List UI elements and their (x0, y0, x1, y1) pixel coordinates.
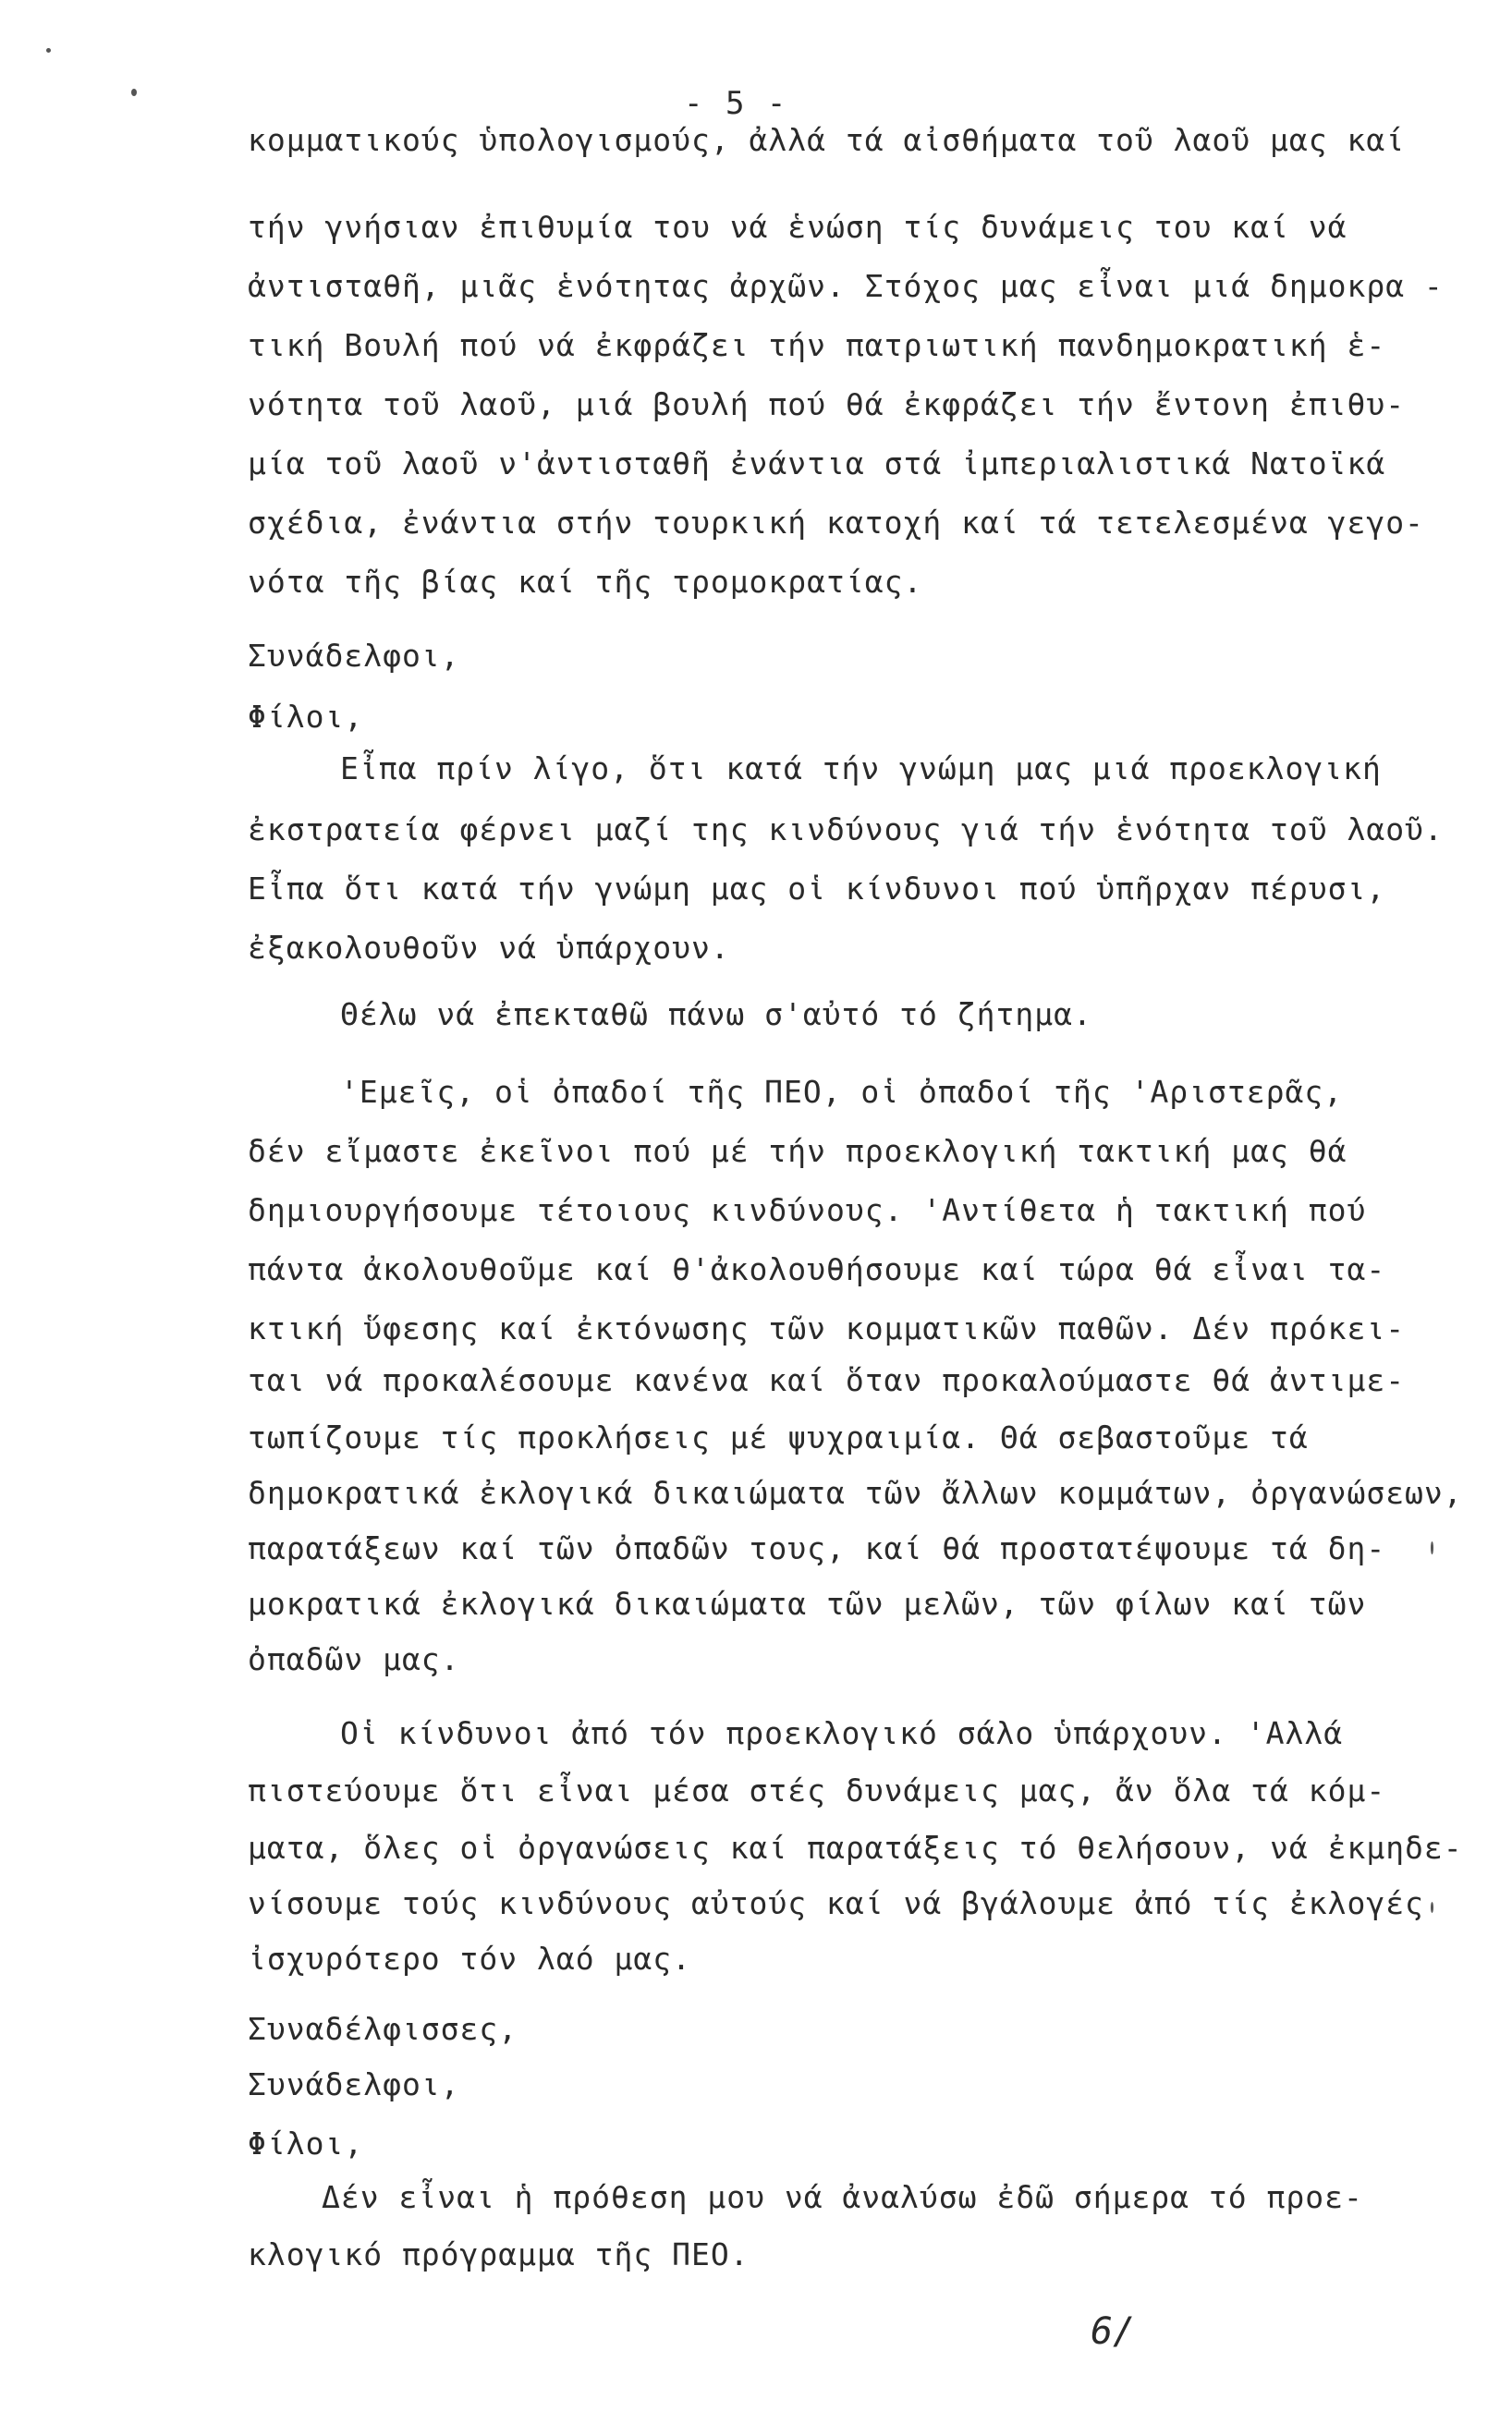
salutation: Συνάδελφοι, (248, 638, 460, 674)
text-line: κομματικούς ὑπολογισμούς, ἀλλά τά αἰσθήματα τοῦ λαοῦ μας καί (248, 122, 1406, 158)
text-line: Δέν εἶναι ἡ πρόθεση μου νά ἀναλύσω ἐδῶ σήμερα τό προε- (322, 2179, 1363, 2215)
salutation: Φίλοι, (248, 699, 364, 735)
text-line: Θέλω νά ἐπεκταθῶ πάνω σ'αὐτό τό ζήτημα. (340, 996, 1092, 1032)
salutation: Συνάδελφοι, (248, 2066, 460, 2102)
text-line: νότα τῆς βίας καί τῆς τρομοκρατίας. (248, 564, 923, 600)
text-line: δημοκρατικά ἐκλογικά δικαιώματα τῶν ἄλλων κομμάτων, ὀργανώσεων, (248, 1475, 1463, 1511)
salutation: Φίλοι, (248, 2126, 364, 2162)
page-number: - 5 - (684, 85, 788, 122)
text-line: νίσουμε τούς κινδύνους αὐτούς καί νά βγάλουμε ἀπό τίς ἐκλογές (248, 1885, 1424, 1921)
text-line: τωπίζουμε τίς προκλήσεις μέ ψυχραιμία. Θά σεβαστοῦμε τά (248, 1419, 1309, 1456)
text-line: ματα, ὅλες οἱ ὀργανώσεις καί παρατάξεις τό θελήσουν, νά ἐκμηδε- (248, 1830, 1463, 1866)
text-line: ἐκστρατεία φέρνει μαζί της κινδύνους γιά τήν ἑνότητα τοῦ λαοῦ. (248, 811, 1444, 847)
continuation-page-ref: 6/ (1091, 2310, 1136, 2353)
scan-speck (1431, 1541, 1433, 1554)
scan-speck (131, 89, 137, 96)
text-line: ἰσχυρότερο τόν λαό μας. (248, 1941, 691, 1977)
text-line: πάντα ἀκολουθοῦμε καί θ'ἀκολουθήσουμε καί τώρα θά εἶναι τα- (248, 1251, 1386, 1287)
text-line: 'Εμεῖς, οἱ ὀπαδοί τῆς ΠΕΟ, οἱ ὀπαδοί τῆς 'Αριστερᾶς, (340, 1074, 1344, 1110)
text-line: ἀντισταθῆ, μιᾶς ἑνότητας ἀρχῶν. Στόχος μας εἶναι μιά δημοκρα - (248, 268, 1444, 304)
text-line: κλογικό πρόγραμμα τῆς ΠΕΟ. (248, 2236, 750, 2272)
text-line: μοκρατικά ἐκλογικά δικαιώματα τῶν μελῶν, τῶν φίλων καί τῶν (248, 1586, 1367, 1622)
text-line: μία τοῦ λαοῦ ν'ἀντισταθῆ ἐνάντια στά ἰμπεριαλιστικά Νατοϊκά (248, 445, 1386, 481)
text-line: ἐξακολουθοῦν νά ὑπάρχουν. (248, 930, 730, 966)
text-line: πιστεύουμε ὅτι εἶναι μέσα στές δυνάμεις μας, ἄν ὅλα τά κόμ- (248, 1772, 1386, 1809)
text-line: Εἶπα ὅτι κατά τήν γνώμη μας οἱ κίνδυνοι πού ὑπῆρχαν πέρυσι, (248, 871, 1386, 907)
salutation: Συναδέλφισσες, (248, 2011, 518, 2047)
text-line: τική Βουλή πού νά ἐκφράζει τήν πατριωτική πανδημοκρατική ἑ- (248, 327, 1386, 363)
text-line: σχέδια, ἐνάντια στήν τουρκική κατοχή καί τά τετελεσμένα γεγο- (248, 505, 1424, 541)
scan-speck (1431, 1902, 1433, 1913)
text-line: δέν εἴμαστε ἐκεῖνοι πού μέ τήν προεκλογική τακτική μας θά (248, 1133, 1347, 1169)
text-line: κτική ὕφεσης καί ἐκτόνωσης τῶν κομματικῶν παθῶν. Δέν πρόκει- (248, 1310, 1406, 1346)
text-line: ται νά προκαλέσουμε κανένα καί ὅταν προκαλούμαστε θά ἀντιμε- (248, 1362, 1406, 1398)
text-line: Εἶπα πρίν λίγο, ὅτι κατά τήν γνώμη μας μιά προεκλογική (340, 750, 1382, 786)
text-line: παρατάξεων καί τῶν ὀπαδῶν τους, καί θά προστατέψουμε τά δη- (248, 1530, 1386, 1566)
text-line: δημιουργήσουμε τέτοιους κινδύνους. 'Αντίθετα ἡ τακτική πού (248, 1192, 1367, 1228)
text-line: νότητα τοῦ λαοῦ, μιά βουλή πού θά ἐκφράζει τήν ἔντονη ἐπιθυ- (248, 386, 1406, 422)
text-line: τήν γνήσιαν ἐπιθυμία του νά ἑνώση τίς δυνάμεις του καί νά (248, 209, 1347, 245)
scan-speck (46, 48, 51, 53)
text-line: Οἱ κίνδυνοι ἀπό τόν προεκλογικό σάλο ὑπάρχουν. 'Αλλά (340, 1715, 1344, 1751)
text-line: ὀπαδῶν μας. (248, 1641, 460, 1677)
